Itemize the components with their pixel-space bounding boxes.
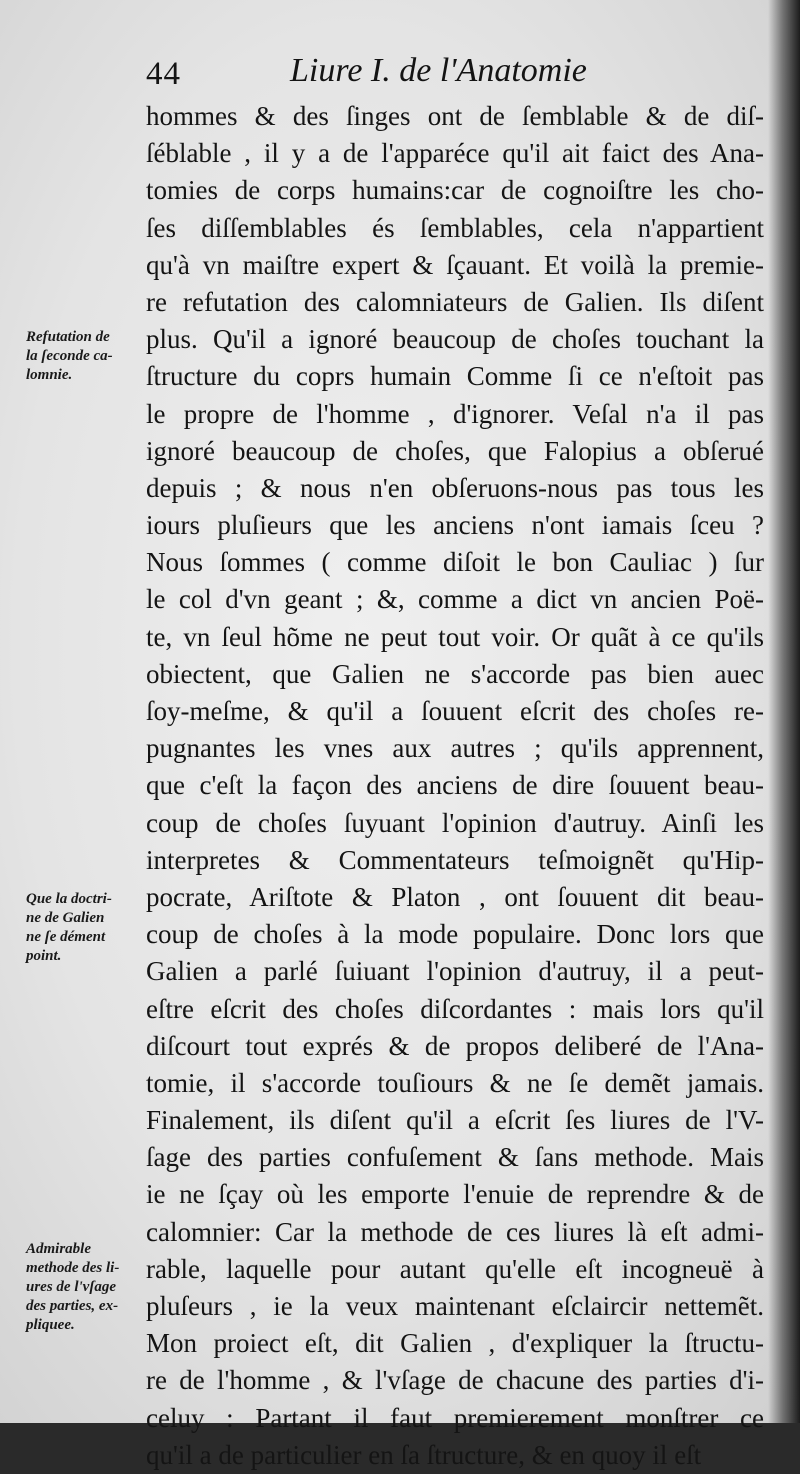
text-line: pugnantes les vnes aux autres ; qu'ils apprennent, [146,733,764,764]
text-line: tomies de corps humains:car de cognoiſtre les cho- [146,175,764,206]
text-line: depuis ; & nous n'en obſeruons-nous pas tous les [146,472,764,503]
body-text [146,98,764,1474]
text-line: ſage des parties confuſement & ſans methode. Mais [146,1142,764,1173]
margin-note-line: Que la doctri- [26,891,112,907]
text-line: Nous ſommes ( comme diſoit le bon Cauliac ) ſur [146,547,764,578]
text-line: celuy : Partant il faut premierement monſtrer ce [146,1402,764,1433]
margin-note-refutation [26,328,150,385]
text-line: diſcourt tout exprés & de propos deliberé de l'Ana- [146,1030,764,1061]
margin-note-line: lomnie. [26,367,73,383]
text-line: iours pluſieurs que les anciens n'ont iamais ſceu ? [146,510,764,541]
text-line: re refutation des calomniateurs de Galien. Ils diſent [146,286,764,317]
margin-note-line: la ſeconde ca- [26,348,113,364]
margin-note-doctrine [26,890,150,966]
text-line: ſtructure du coprs humain Comme ſi ce n'eſtoit pas [146,361,764,392]
text-line: eſtre eſcrit des choſes diſcordantes : mais lors qu'il [146,993,764,1024]
text-line: coup de choſes à la mode populaire. Donc lors que [146,919,764,950]
text-line: interpretes & Commentateurs teſmoignẽt qu'Hip- [146,844,764,875]
running-title: Liure I. de l'Anatomie [290,52,587,89]
margin-note-methode [26,1240,150,1335]
margin-note-line: pliquee. [26,1317,75,1333]
margin-note-line: point. [26,948,62,964]
text-line: qu'à vn maiſtre expert & ſçauant. Et voilà la premie- [146,249,764,280]
page-header [140,48,760,98]
margin-note-line: ures de l'vſage [26,1279,116,1295]
text-line: rable, laquelle pour autant qu'elle eſt incogneuë à [146,1253,764,1284]
text-line: pocrate, Ariſtote & Platon , ont ſouuent dit beau- [146,881,764,912]
text-line: ſoy-meſme, & qu'il a ſouuent eſcrit des choſes re- [146,696,764,726]
text-line: ignoré beaucoup de choſes, que Falopius a obſerué [146,435,764,466]
text-line: obiectent, que Galien ne s'accorde pas bien auec [146,658,764,689]
text-line: re de l'homme , & l'vſage de chacune des parties d'i- [146,1365,764,1396]
margin-note-line: ne ſe dément [26,929,106,945]
binding-gutter-shadow [768,0,800,1423]
text-line: ſes diſſemblables és ſemblables, cela n'appartient [146,212,764,243]
text-line: pluſeurs , ie la veux maintenant eſclaircir nettemẽt. [146,1291,764,1321]
text-line: te, vn ſeul hõme ne peut tout voir. Or quãt à ce qu'ils [146,621,764,652]
text-line: Finalement, ils diſent qu'il a eſcrit ſes liures de l'V- [146,1105,764,1136]
text-line: qu'il a de particulier en ſa ſtructure, & en quoy il eſt [146,1439,702,1470]
margin-note-line: Refutation de [26,329,110,345]
text-line: tomie, il s'accorde touſiours & ne ſe demẽt jamais. [146,1067,764,1098]
margin-note-line: des parties, ex- [26,1298,119,1314]
text-line: coup de choſes ſuyuant l'opinion d'autruy. Ainſi les [146,807,764,838]
text-line: le propre de l'homme , d'ignorer. Veſal n'a il pas [146,398,764,429]
page-number: 44 [146,56,181,92]
text-line: le col d'vn geant ; &, comme a dict vn ancien Poë- [146,584,764,615]
text-line: ie ne ſçay où les emporte l'enuie de reprendre & de [146,1179,764,1210]
text-line: Mon proiect eſt, dit Galien , d'expliquer la ſtructu- [146,1328,764,1359]
margin-note-line: ne de Galien [26,910,105,926]
text-line: calomnier: Car la methode de ces liures là eſt admi- [146,1216,764,1247]
margin-note-line: methode des li- [26,1260,120,1276]
margin-note-line: Admirable [26,1241,92,1257]
text-line: ſéblable , il y a de l'apparéce qu'il ait faict des Ana- [146,138,764,169]
text-line: Galien a parlé ſuiuant l'opinion d'autruy, il a peut- [146,956,764,987]
text-line: que c'eſt la façon des anciens de dire ſouuent beau- [146,770,764,801]
text-line: hommes & des ſinges ont de ſemblable & de diſ- [146,101,764,131]
text-line: plus. Qu'il a ignoré beaucoup de choſes touchant la [146,324,764,355]
